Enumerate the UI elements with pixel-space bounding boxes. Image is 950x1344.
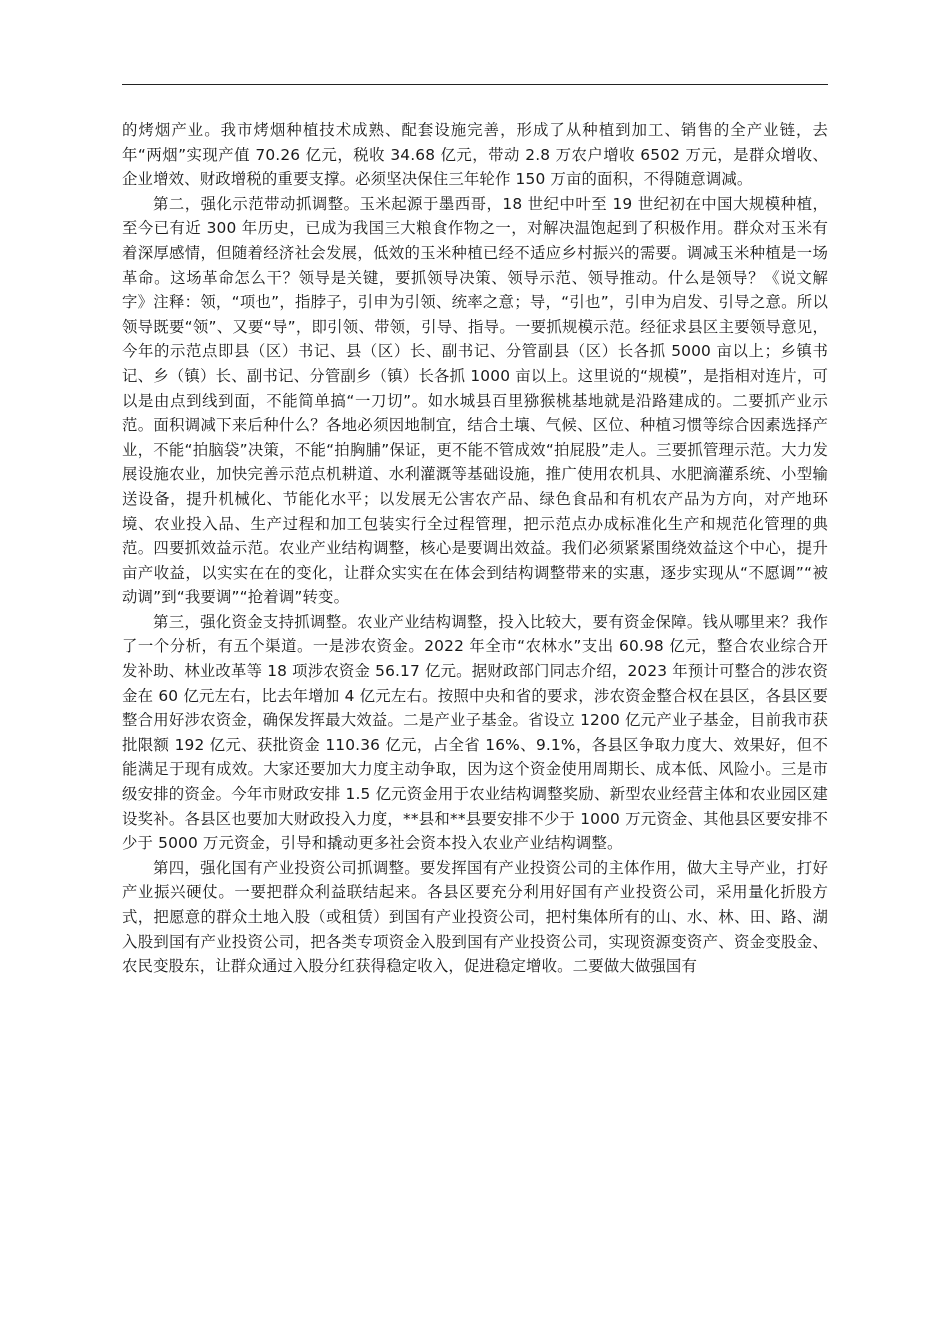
document-body <box>122 118 828 979</box>
paragraph-state-investment: 第四，强化国有产业投资公司抓调整。要发挥国有产业投资公司的主体作用，做大主导产业，打好产业振兴硬仗。一要把群众利益联结起来。各县区要充分利用好国有产业投资公司，采用量化折股方式，把愿意的群众土地入股（或租赁）到国有产业投资公司，把村集体所有的山、水、林、田、路、湖入股到国有产业投资公司，把各类专项资金入股到国有产业投资公司，实现资源变资产、资金变股金、农民变股东，让群众通过入股分红获得稳定收入，促进稳定增收。二要做大做强国有 <box>122 858 828 976</box>
paragraph-funding: 第三，强化资金支持抓调整。农业产业结构调整，投入比较大，要有资金保障。钱从哪里来？我作了一个分析，有五个渠道。一是涉农资金。2022 年全市“农林水”支出 60.98 亿元，整合农业综合开发补助、林业改革等 18 项涉农资金 56.17 亿元。据财政部门同志介绍，2023 年预计可整合的涉农资金在 60 亿元左右，比去年增加 4 亿元左右。按照中央和省的要求，涉农资金整合权在县区，各县区要整合用好涉农资金，确保发挥最大效益。二是产业子基金。省设立 1200 亿元产业子基金，目前我市获批限额 192 亿元、获批资金 110.36 亿元，占全省 16%、9.1%，各县区争取力度大、效果好，但不能满足于现有成效。大家还要加大力度主动争取，因为这个资金使用周期长、成本低、风险小。三是市级安排的资金。今年市财政安排 1.5 亿元资金用于农业结构调整奖励、新型农业经营主体和农业园区建设奖补。各县区也要加大财政投入力度，**县和**县要安排不少于 1000 万元资金、其他县区要安排不少于 5000 万元资金，引导和撬动更多社会资本投入农业产业结构调整。 <box>122 612 828 853</box>
paragraph-tobacco-industry: 的烤烟产业。我市烤烟种植技术成熟、配套设施完善，形成了从种植到加工、销售的全产业链，去年“两烟”实现产值 70.26 亿元，税收 34.68 亿元，带动 2.8 万农户增收 6502 万元，是群众增收、企业增效、财政增税的重要支撑。必须坚决保住三年轮作 150 万亩的面积，不得随意调减。 <box>122 121 828 189</box>
header-rule <box>122 84 828 85</box>
paragraph-demonstration: 第二，强化示范带动抓调整。玉米起源于墨西哥，18 世纪中叶至 19 世纪初在中国大规模种植，至今已有近 300 年历史，已成为我国三大粮食作物之一，对解决温饱起到了积极作用。群众对玉米有着深厚感情，但随着经济社会发展，低效的玉米种植已经不适应乡村振兴的需要。调减玉米种植是一场革命。这场革命怎么干？领导是关键，要抓领导决策、领导示范、领导推动。什么是领导？《说文解字》注释：领，“项也”，指脖子，引申为引领、统率之意；导，“引也”，引申为启发、引导之意。所以领导既要“领”、又要“导”，即引领、带领，引导、指导。一要抓规模示范。经征求县区主要领导意见，今年的示范点即县（区）书记、县（区）长、副书记、分管副县（区）长各抓 5000 亩以上；乡镇书记、乡（镇）长、副书记、分管副乡（镇）长各抓 1000 亩以上。这里说的“规模”，是指相对连片，可以是由点到线到面，不能简单搞“一刀切”。如水城县百里猕猴桃基地就是沿路建成的。二要抓产业示范。面积调减下来后种什么？各地必须因地制宜，结合土壤、气候、区位、种植习惯等综合因素选择产业，不能“拍脑袋”决策，不能“拍胸脯”保证，更不能不管成效“拍屁股”走人。三要抓管理示范。大力发展设施农业，加快完善示范点机耕道、水利灌溉等基础设施，推广使用农机具、水肥滴灌系统、小型输送设备，提升机械化、节能化水平；以发展无公害农产品、绿色食品和有机农产品为方向，对产地环境、农业投入品、生产过程和加工包装实行全过程管理，把示范点办成标准化生产和规范化管理的典范。四要抓效益示范。农业产业结构调整，核心是要调出效益。我们必须紧紧围绕效益这个中心，提升亩产收益，以实实在在的变化，让群众实实在在体会到结构调整带来的实惠，逐步实现从“不愿调”“被动调”到“我要调”“抢着调”转变。 <box>122 194 828 607</box>
